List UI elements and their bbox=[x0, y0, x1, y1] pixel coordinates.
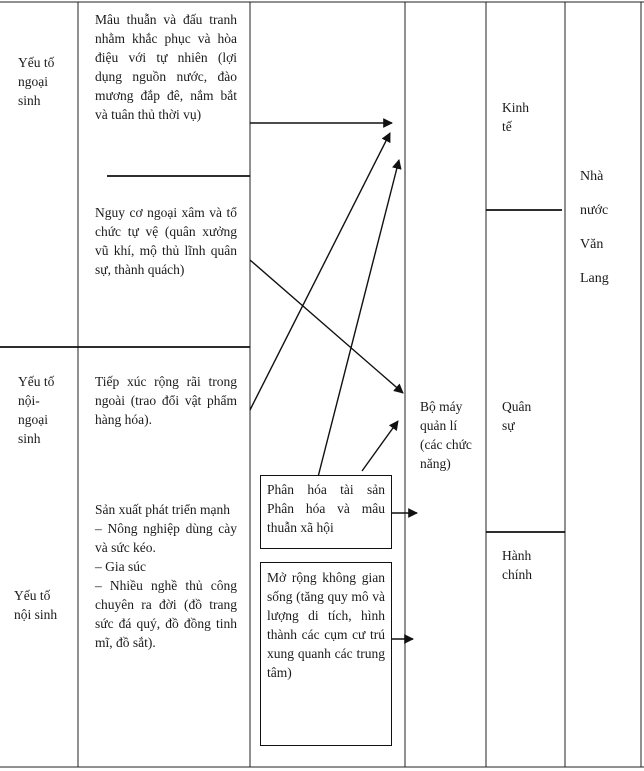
state-label: Nhà nước Văn Lang bbox=[580, 169, 609, 286]
box-differentiation bbox=[260, 475, 392, 549]
function-military: Quân sự bbox=[502, 399, 532, 433]
production-title: Sản xuất phát triển mạnh bbox=[95, 502, 230, 517]
box-expansion bbox=[260, 562, 392, 746]
arrow-invasion-to-apparatus bbox=[250, 260, 403, 393]
differentiation-text: Phân hóa tài sản Phân hóa và mâu thuẫn xã hội bbox=[267, 482, 385, 535]
production-item: – Nông nghiệp dùng cày và sức kéo. bbox=[95, 521, 237, 555]
production-item: – Nhiều nghề thủ công chuyên ra đời (đồ trang sức đá quý, đồ đồng tinh mĩ, đồ sắt). bbox=[95, 578, 237, 650]
cause-production bbox=[95, 500, 237, 652]
arrow-trade-to-upper bbox=[250, 133, 390, 410]
apparatus-label: Bộ máy quản lí (các chức năng) bbox=[420, 399, 472, 471]
factor-internal: Yếu tố nội sinh bbox=[14, 588, 58, 622]
factor-external: Yếu tố ngoại sinh bbox=[18, 55, 55, 108]
function-economic: Kinh tế bbox=[502, 100, 529, 134]
function-administrative: Hành chính bbox=[502, 548, 532, 582]
factor-mixed: Yếu tố nội-ngoại sinh bbox=[18, 374, 55, 446]
production-item: – Gia súc bbox=[95, 559, 146, 574]
cause-trade: Tiếp xúc rộng rãi trong ngoài (trao đổi vật phẩm hàng hóa). bbox=[95, 374, 237, 427]
expansion-text: Mở rộng không gian sống (tăng quy mô và lượng di tích, hình thành các cụm cư trú xung quanh các trung tâm) bbox=[267, 570, 385, 680]
cause-nature: Mâu thuẫn và đấu tranh nhằm khắc phục và hòa điệu với tự nhiên (lợi dụng nguồn nước, đào mương đắp đê, nắm bắt và tuân thủ thời vụ) bbox=[95, 12, 237, 122]
arrow-differentiation-to-apparatus bbox=[362, 421, 398, 471]
cause-invasion: Nguy cơ ngoại xâm và tổ chức tự vệ (quân xưởng vũ khí, mộ thủ lĩnh quân sự, thành quách) bbox=[95, 205, 237, 277]
arrow-differentiation-to-upper bbox=[318, 160, 399, 477]
